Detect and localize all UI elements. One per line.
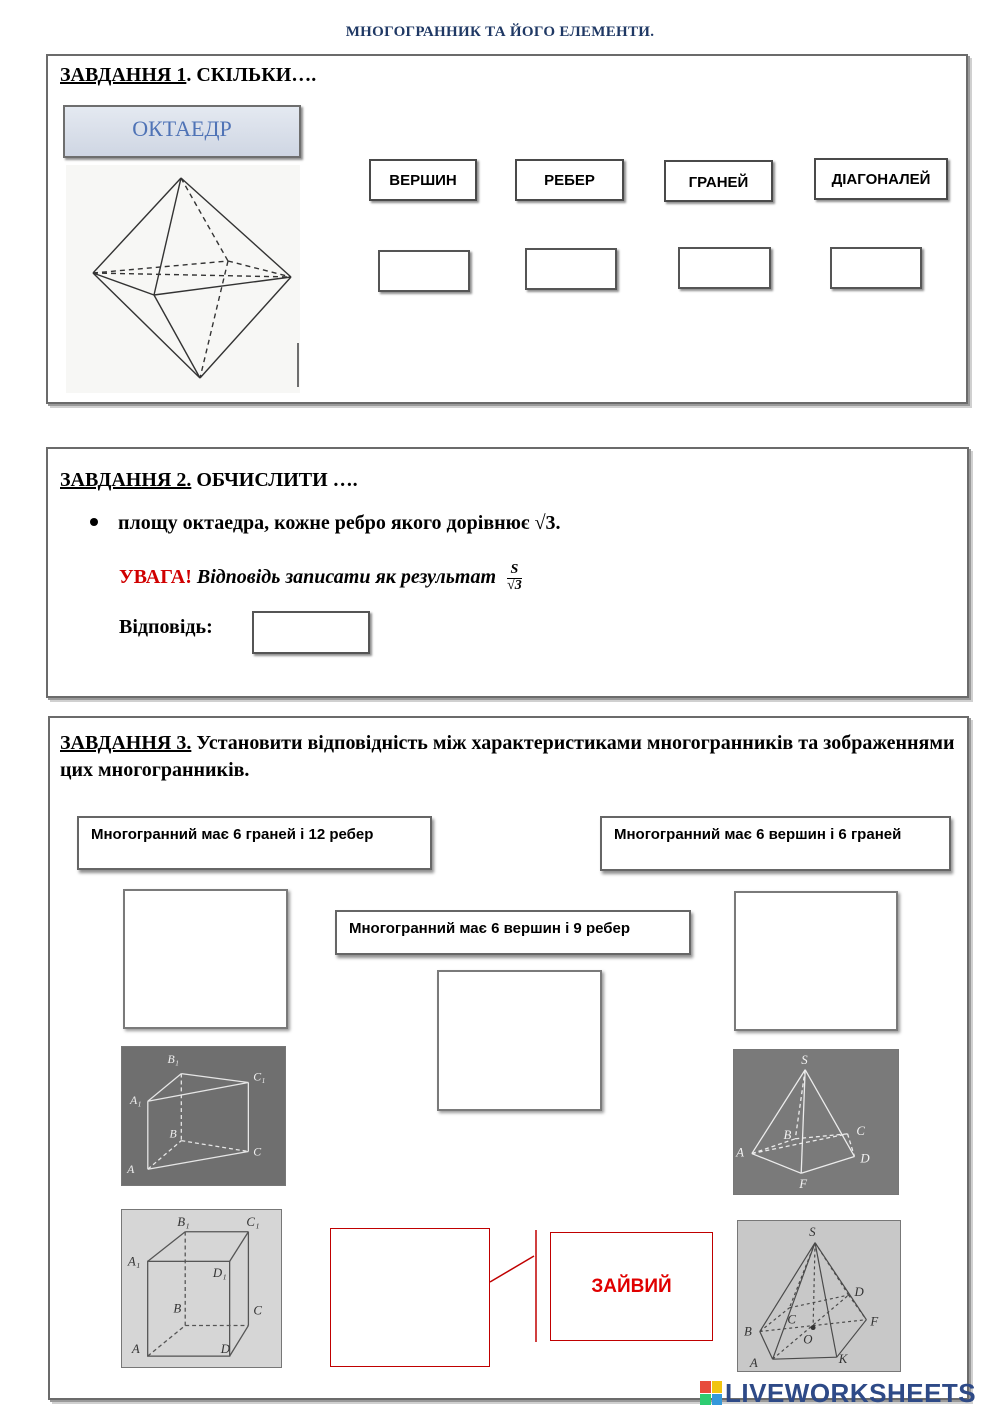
brand-mark-square-1 bbox=[700, 1381, 711, 1393]
cuboid-image bbox=[121, 1209, 282, 1368]
brand-name: LIVEWORKSHEETS bbox=[725, 1377, 977, 1408]
quadrilateral-pyramid-image bbox=[733, 1049, 899, 1195]
task2-heading-text: ОБЧИСЛИТИ …. bbox=[191, 469, 358, 491]
pyramid6-label-d: D bbox=[854, 1285, 864, 1299]
edges-answer-field[interactable] bbox=[525, 248, 617, 290]
diagonals-answer-field[interactable] bbox=[830, 247, 922, 289]
brand-mark-square-4 bbox=[712, 1394, 723, 1406]
brand-mark-icon bbox=[700, 1381, 722, 1405]
warning-label: УВАГА! bbox=[119, 565, 192, 588]
task2-answer-field[interactable] bbox=[252, 611, 370, 654]
cube-label-c1: C₁ bbox=[246, 1214, 260, 1229]
task3-heading-number: ЗАВДАННЯ 3. bbox=[60, 732, 192, 754]
connector-lines bbox=[488, 1226, 552, 1346]
task1-heading bbox=[60, 62, 316, 89]
drop-target-extra[interactable] bbox=[330, 1228, 490, 1367]
extra-label: ЗАЙВИЙ bbox=[550, 1232, 713, 1341]
pyramid6-label-b: B bbox=[744, 1324, 752, 1339]
liveworksheets-logo bbox=[700, 1378, 976, 1408]
pyramid6-label-o: O bbox=[803, 1332, 813, 1347]
triangular-prism-image bbox=[121, 1046, 286, 1186]
pyramid6-label-s: S bbox=[809, 1224, 816, 1239]
pyramid4-label-a: A bbox=[736, 1145, 744, 1160]
answer-label: Відповідь: bbox=[119, 616, 213, 638]
page-title: МНОГОГРАННИК ТА ЙОГО ЕЛЕМЕНТИ. bbox=[345, 24, 655, 40]
cube-label-d1: D₁ bbox=[212, 1266, 227, 1281]
brand-mark-square-2 bbox=[712, 1381, 723, 1393]
task2-heading-number: ЗАВДАННЯ 2. bbox=[60, 469, 192, 491]
octahedron-figure bbox=[66, 165, 300, 393]
cube-label-a: A bbox=[131, 1342, 140, 1357]
vertices-label: ВЕРШИН bbox=[369, 159, 477, 201]
statement-6-faces-12-edges[interactable]: Многогранний має 6 граней і 12 ребер bbox=[77, 816, 432, 870]
prism-label-a1: A₁ bbox=[130, 1093, 142, 1108]
octahedron-title: ОКТАЕДР bbox=[63, 105, 301, 158]
pyramid6-label-a: A bbox=[749, 1356, 758, 1371]
prism-label-b: B bbox=[169, 1126, 177, 1141]
drop-target-center[interactable] bbox=[437, 970, 602, 1111]
task3-heading bbox=[60, 730, 960, 784]
task3-heading-text: Установити відповідність між характеристиками многогранників та зображеннями цих многогранників. bbox=[60, 732, 955, 781]
edges-label: РЕБЕР bbox=[515, 159, 624, 201]
triangular-prism-figure bbox=[122, 1047, 285, 1185]
fraction-numerator: S bbox=[507, 563, 522, 579]
prism-label-c1: C₁ bbox=[253, 1069, 266, 1084]
faces-label: ГРАНЕЙ bbox=[664, 160, 773, 202]
result-fraction bbox=[507, 563, 522, 593]
task2-question bbox=[90, 512, 561, 535]
cuboid-figure bbox=[122, 1210, 281, 1367]
pyramid6-label-f: F bbox=[870, 1314, 879, 1329]
fraction-denominator: √3 bbox=[507, 577, 522, 593]
drop-target-prism[interactable] bbox=[123, 889, 288, 1029]
task1-heading-text: . СКІЛЬКИ…. bbox=[186, 64, 317, 86]
drop-target-pyramid[interactable] bbox=[734, 891, 898, 1031]
task2-question-text: площу октаедра, кожне ребро якого дорівнює √3. bbox=[118, 512, 561, 534]
cube-label-b: B bbox=[173, 1301, 182, 1316]
pyramid4-label-d: D bbox=[860, 1151, 870, 1166]
vertices-answer-field[interactable] bbox=[378, 250, 470, 292]
pyramid6-label-k: K bbox=[838, 1352, 848, 1367]
brand-mark-square-3 bbox=[700, 1394, 711, 1406]
pyramid6-label-c: C bbox=[787, 1312, 796, 1327]
statement-6-vertices-9-edges[interactable]: Многогранний має 6 вершин і 9 ребер bbox=[335, 910, 691, 955]
prism-label-a: A bbox=[127, 1162, 135, 1177]
octahedron-image bbox=[66, 165, 300, 393]
task2-heading bbox=[60, 467, 358, 494]
hexagonal-pyramid-figure bbox=[738, 1221, 900, 1371]
prism-label-b1: B₁ bbox=[167, 1051, 179, 1066]
pyramid4-label-b: B bbox=[783, 1127, 792, 1142]
hexagonal-pyramid-image bbox=[737, 1220, 901, 1372]
diagonals-label: ДІАГОНАЛЕЙ bbox=[814, 158, 948, 200]
cube-label-d: D bbox=[220, 1342, 231, 1357]
faces-answer-field[interactable] bbox=[678, 247, 771, 289]
warning-text: Відповідь записати як результат bbox=[191, 565, 497, 588]
cube-label-a1: A₁ bbox=[127, 1254, 141, 1269]
pyramid4-label-s: S bbox=[801, 1052, 808, 1067]
bullet-icon bbox=[90, 518, 98, 526]
pyramid4-label-c: C bbox=[856, 1123, 865, 1138]
task2-warning bbox=[119, 563, 522, 593]
prism-label-c: C bbox=[253, 1144, 262, 1159]
cube-label-c: C bbox=[253, 1303, 262, 1318]
pyramid4-label-f: F bbox=[799, 1177, 808, 1192]
task1-heading-number: ЗАВДАННЯ 1 bbox=[60, 64, 187, 86]
statement-6-vertices-6-faces[interactable]: Многогранний має 6 вершин і 6 граней bbox=[600, 816, 951, 871]
cube-label-b1: B₁ bbox=[177, 1214, 190, 1229]
quadrilateral-pyramid-figure bbox=[734, 1050, 898, 1194]
